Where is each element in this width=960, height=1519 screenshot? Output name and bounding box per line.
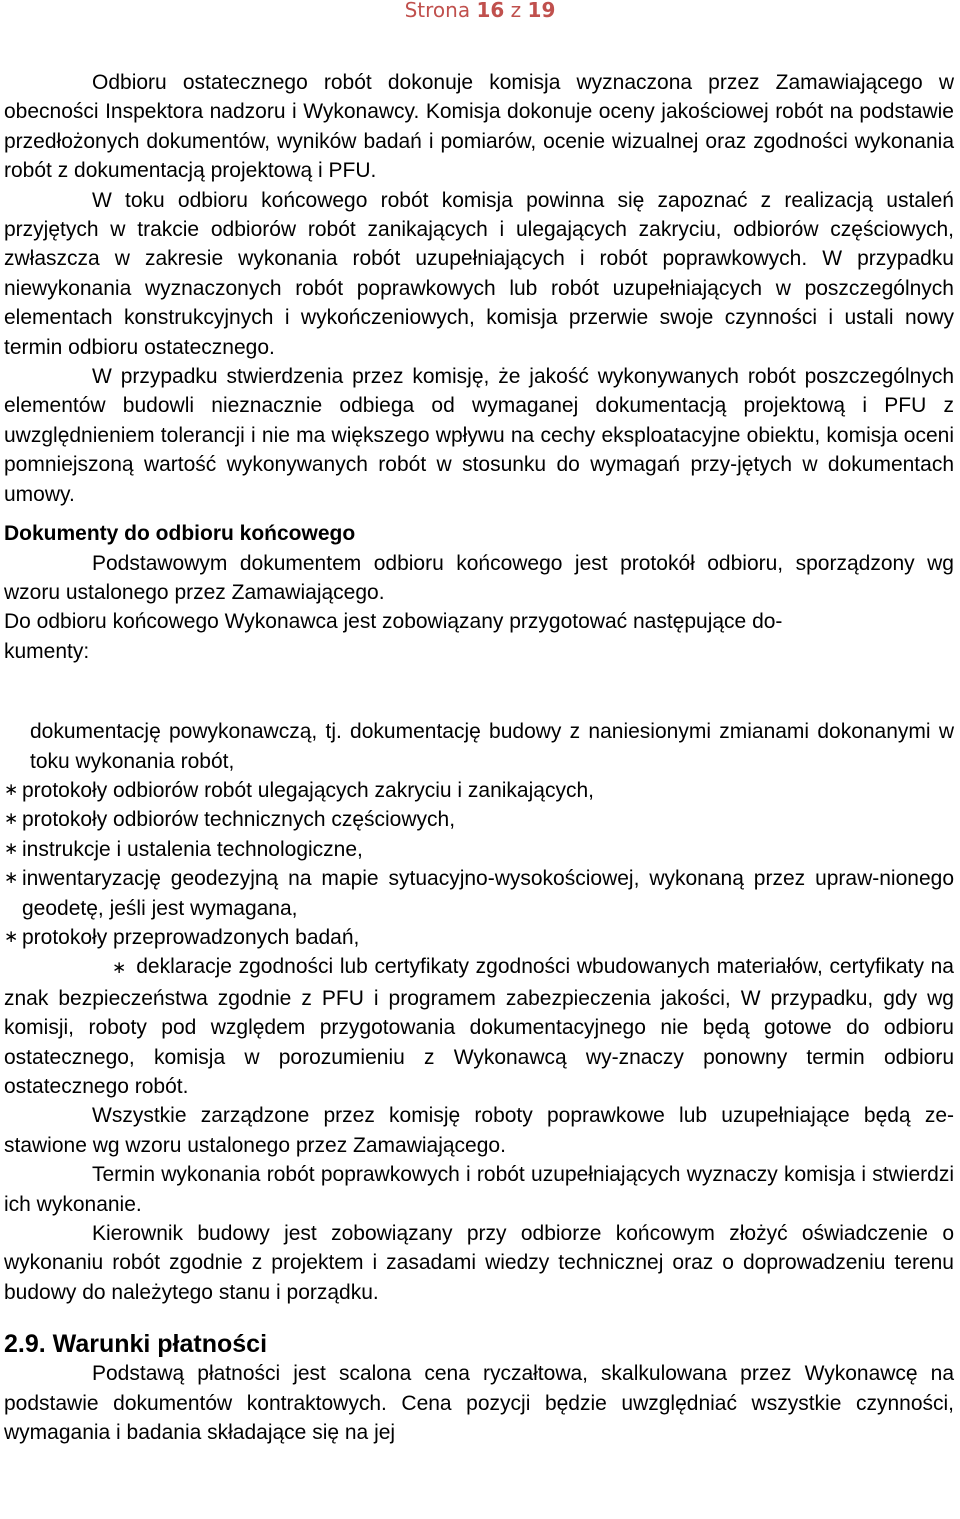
current-page-number: 16: [476, 0, 505, 22]
paragraph-documents-intro-line1: Do odbioru końcowego Wykonawca jest zobowiązany przygotować następujące do-: [4, 610, 783, 634]
asterisk-bullet-icon: ∗: [4, 809, 19, 830]
asterisk-bullet-icon: ∗: [112, 958, 127, 979]
paragraph-deadline: Termin wykonania robót poprawkowych i robót uzupełniających wyznaczy komisja i stwierdzi ich wykonanie.: [4, 1163, 954, 1216]
paragraph-final-acceptance: Odbioru ostatecznego robót dokonuje komisja wyznaczona przez Zamawiającego w obecności Inspektora nadzoru i Wykonawcy. Komisja dokonuje oceny jakościowej robót na podstawie przedłożonych dokumentów, wyników badań i pomiarów, ocenie wizualnej oraz zgodności wykonania robót z dokumentacją projektową i PFU.: [4, 71, 954, 183]
paragraph-acceptance-procedure: W toku odbioru końcowego robót komisja powinna się zapoznać z realizacją ustaleń przyjętych w trakcie odbiorów robót zanikających i ulegających zakryciu, odbiorów częściowych, zwłaszcza w zakresie wykonania robót uzupełniających i robót poprawkowych. W przypadku niewykonania wyznaczonych robót poprawkowych lub robót uzupełniających w poszczególnych elementach konstrukcyjnych i wykończeniowych, komisja przerwie swoje czynności i ustali nowy termin odbioru ostatecznego.: [4, 188, 954, 359]
list-item: ∗ instrukcje i ustalenia technologiczne,: [4, 835, 954, 864]
list-item-as-built-docs: dokumentację powykonawczą, tj. dokumentację budowy z naniesionymi zmianami dokonanymi w toku wykonania robót,: [30, 720, 954, 773]
list-item: ∗ protokoły odbiorów technicznych częściowych,: [4, 805, 954, 834]
heading-final-documents: Dokumenty do odbioru końcowego: [4, 522, 356, 546]
paragraph-declarations: ∗ deklaracje zgodności lub certyfikaty zgodności wbudowanych materiałów, certyfikaty na znak bezpieczeństwa zgodnie z PFU i programem zabezpieczenia jakości, W przypadku, gdy wg komisji, roboty pod względem przygotowania dokumentacyjnego nie będą gotowe do odbioru ostatecznego, komisja w porozumieniu z Wykonawcą wy-znaczy ponowny termin odbioru ostatecznego robót.: [4, 955, 954, 1098]
total-pages-number: 19: [527, 0, 556, 22]
asterisk-bullet-icon: ∗: [4, 838, 19, 859]
paragraph-quality-deviation: W przypadku stwierdzenia przez komisję, że jakość wykonywanych robót poszczególnych elementów budowli nieznacznie odbiega od wymaganej dokumentacją projektową i PFU z uwzględnieniem tolerancji i nie ma większego wpływu na cechy eksploatacyjne obiektu, komisja oceni pomniejszoną wartość wykonywanych robót w stosunku do wymagań przy-jętych w dokumentach umowy.: [4, 365, 954, 506]
list-item: ∗ protokoły przeprowadzonych badań,: [4, 923, 954, 952]
paragraph-main-document: Podstawowym dokumentem odbioru końcowego jest protokół odbioru, sporządzony wg wzoru ustalonego przez Zamawiającego.: [4, 551, 954, 604]
paragraph-documents-intro-line2: kumenty:: [4, 639, 90, 663]
page-separator: z: [510, 0, 522, 22]
asterisk-bullet-icon: ∗: [4, 779, 19, 800]
list-item: ∗ inwentaryzację geodezyjną na mapie sytuacyjno-wysokościowej, wykonaną przez upraw-nionego geodetę, jeśli jest wymagana,: [4, 864, 954, 923]
asterisk-bullet-icon: ∗: [4, 926, 19, 947]
documents-bullet-list: [4, 776, 954, 952]
page-header: [0, 0, 960, 22]
paragraph-payment-basis: Podstawą płatności jest scalona cena ryczałtowa, skalkulowana przez Wykonawcę na podstawie dokumentów kontraktowych. Cena pozycji będzie uwzględniać wszystkie czynności, wymagania i badania składające się na jej: [4, 1362, 954, 1445]
page-label: Strona: [404, 0, 471, 22]
paragraph-corrective-works: Wszystkie zarządzone przez komisję roboty poprawkowe lub uzupełniające będą ze-stawione wg wzoru ustalonego przez Zamawiającego.: [4, 1104, 954, 1157]
document-body: [4, 68, 954, 1447]
paragraph-site-manager: Kierownik budowy jest zobowiązany przy odbiorze końcowym złożyć oświadczenie o wykonaniu robót zgodnie z projektem i zasadami wiedzy technicznej oraz o doprowadzeniu terenu budowy do należytego stanu i porządku.: [4, 1222, 954, 1304]
section-title-payment: 2.9. Warunki płatności: [4, 1330, 268, 1359]
list-item: ∗ protokoły odbiorów robót ulegających zakryciu i zanikających,: [4, 776, 954, 805]
asterisk-bullet-icon: ∗: [4, 868, 19, 889]
